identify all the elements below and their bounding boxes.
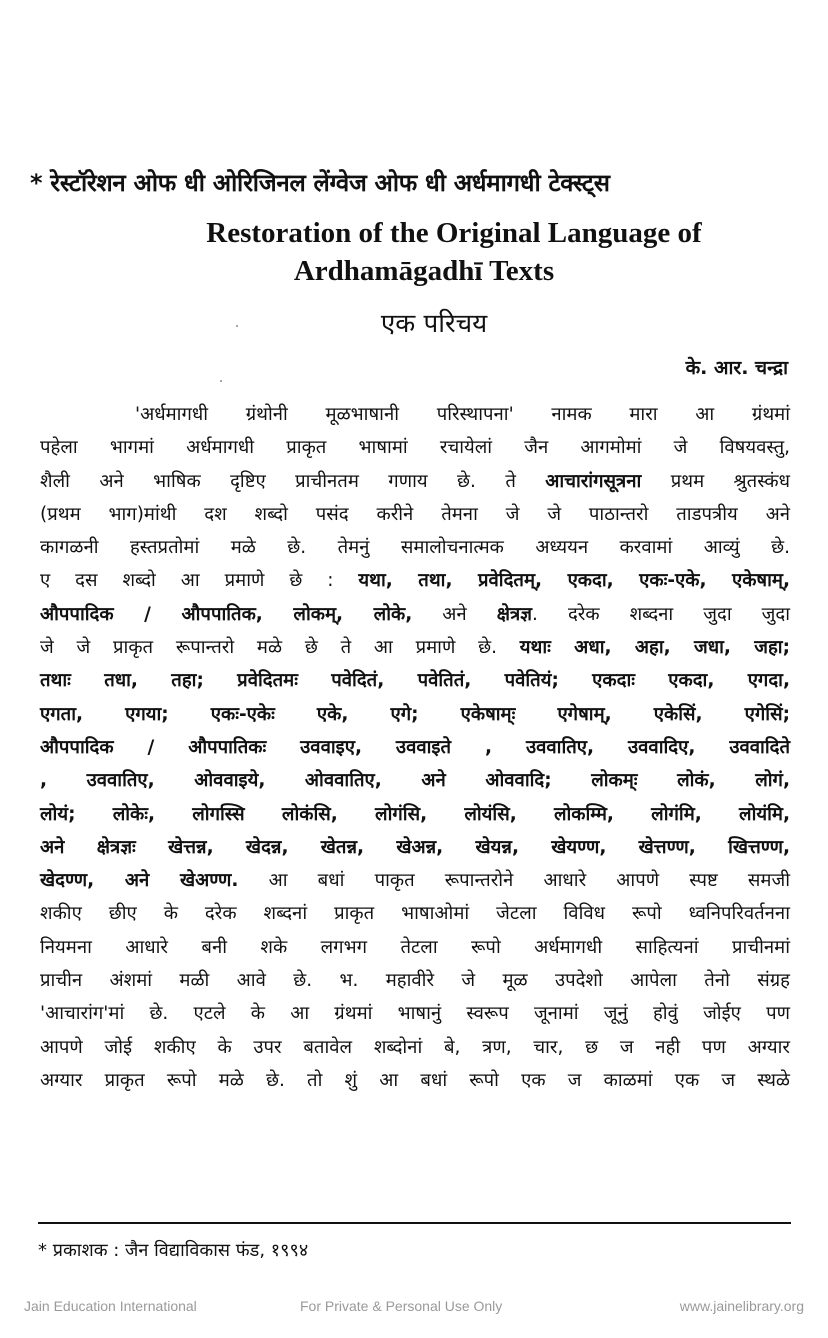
scan-speck xyxy=(220,380,222,382)
body-line xyxy=(40,498,790,531)
bold-text-segment: लोयं; लोकेः, लोगस्सि लोकंसि, लोगंसि, लोयंसि, लोकम्मि, लोगंमि, लोयंमि, xyxy=(40,803,790,825)
body-line xyxy=(40,531,790,564)
body-paragraph xyxy=(40,398,790,1097)
body-line xyxy=(40,931,790,964)
bold-text-segment: यथाः अधा, अहा, जधा, जहा; xyxy=(519,637,790,659)
body-line xyxy=(40,465,790,498)
body-line xyxy=(40,431,790,464)
body-line xyxy=(40,1064,790,1097)
text-segment: जे जे प्राकृत रूपान्तरो मळे छे ते आ प्रमाणे छे. xyxy=(40,637,520,659)
bold-text-segment: औपपादिक / औपपातिकः उववाइए, उववाइते , उववातिए, उववादिए, उववादिते xyxy=(40,736,790,758)
bold-text-segment: , उववातिए, ओववाइये, ओववातिए, अने ओववादि; लोकम्ः लोकं, लोगं, xyxy=(40,770,790,792)
text-segment: प्रथम श्रुतस्कंध xyxy=(641,470,790,492)
text-segment: प्राचीन अंशमां मळी आवे छे. भ. महावीरे जे मूळ उपदेशो आपेला तेनो संग्रह xyxy=(40,970,790,992)
body-line xyxy=(40,897,790,930)
bold-text-segment: अने क्षेत्रज्ञः खेत्तन्न, खेदन्न, खेतन्न, खेअन्न, खेयन्न, खेयण्ण, खेत्तण्ण, खित्तण्ण, xyxy=(40,836,790,858)
footer-website[interactable]: www.jainelibrary.org xyxy=(679,1298,804,1314)
body-line xyxy=(40,798,790,831)
text-segment: (प्रथम भाग)मांथी दश शब्दो पसंद करीने तेमना जे जे पाठान्तरो ताडपत्रीय अने xyxy=(40,503,790,525)
footnote: * प्रकाशक : जैन विद्याविकास फंड, १९९४ xyxy=(38,1240,309,1261)
text-segment: ए दस शब्दो आ प्रमाणे छे : xyxy=(40,570,359,592)
body-line xyxy=(40,598,790,631)
footer-publisher: Jain Education International xyxy=(24,1298,197,1314)
body-line xyxy=(40,698,790,731)
english-title-line-2: Ardhamāgadhī Texts xyxy=(293,255,555,287)
text-segment: शकीए छीए के दरेक शब्दनां प्राकृत भाषाओमां जेटला विविध रूपो ध्वनिपरिवर्तनना xyxy=(40,903,790,925)
bold-text-segment: औपपादिक / औपपातिक, लोकम्, लोके, xyxy=(40,603,413,625)
bold-text-segment: तथाः तधा, तहा; प्रवेदितमः पवेदितं, पवेतितं, पवेतियं; एकदाः एकदा, एगदा, xyxy=(40,670,790,692)
body-line xyxy=(40,831,790,864)
body-line xyxy=(40,564,790,597)
text-segment: आपणे जोई शकीए के उपर बतावेल शब्दोनां बे, त्रण, चार, छ ज नही पण अग्यार xyxy=(40,1036,790,1058)
body-line xyxy=(40,964,790,997)
bold-text-segment: खेदण्ण, अने खेअण्ण. xyxy=(40,870,239,892)
page-footer xyxy=(0,1298,828,1318)
text-segment: आ बधां पाकृत रूपान्तरोने आधारे आपणे स्पष्ट समजी xyxy=(238,870,791,892)
body-line xyxy=(40,864,790,897)
text-segment: पहेला भागमां अर्धमागधी प्राकृत भाषामां रचायेलां जैन आगमोमां जे विषयवस्तु, xyxy=(40,437,790,459)
text-segment: अने xyxy=(412,603,497,625)
body-line xyxy=(40,398,790,431)
bold-text-segment: यथा, तथा, प्रवेदितम्, एकदा, एकः-एके, एकेषाम्, xyxy=(358,570,790,592)
footer-usage-notice: For Private & Personal Use Only xyxy=(300,1298,503,1314)
text-segment: अग्यार प्राकृत रूपो मळे छे. तो शुं आ बधां रूपो एक ज काळमां एक ज स्थळे xyxy=(40,1069,790,1091)
english-title-line-1: Restoration of the Original Language of xyxy=(206,217,702,249)
author-name: के. आर. चन्द्रा xyxy=(685,357,788,379)
text-segment: 'आचारांग'मां छे. एटले के आ ग्रंथमां भाषानुं स्वरूप जूनामां जूनुं होवुं जोईए पण xyxy=(40,1003,790,1025)
bold-text-segment: एगता, एगया; एकः-एकेः एके, एगे; एकेषाम्ः एगेषाम्, एकेसिं, एगेसिं; xyxy=(40,703,790,725)
english-title xyxy=(0,214,828,290)
body-line xyxy=(40,664,790,697)
bold-text-segment: आचारांगसूत्रना xyxy=(545,470,642,492)
text-segment: . दरेक शब्दना जुदा जुदा xyxy=(532,603,790,625)
devanagari-title: * रेस्टॉरेशन ओफ धी ओरिजिनल लेंग्वेज ओफ धी अर्धमागधी टेक्स्ट्स xyxy=(30,169,610,197)
text-segment: 'अर्धमागधी ग्रंथोनी मूळभाषानी परिस्थापना' नामक मारा आ ग्रंथमां xyxy=(135,404,790,425)
body-line xyxy=(40,631,790,664)
text-segment: कागळनी हस्तप्रतोमां मळे छे. तेमनुं समालोचनात्मक अध्ययन करवामां आव्युं छे. xyxy=(40,537,790,559)
subtitle: एक परिचय xyxy=(380,309,488,339)
text-segment: नियमना आधारे बनी शके लगभग तेटला रूपो अर्धमागधी साहित्यनां प्राचीनमां xyxy=(40,936,790,958)
body-line xyxy=(40,731,790,764)
bold-text-segment: क्षेत्रज्ञ xyxy=(496,603,533,625)
text-segment: शैली अने भाषिक दृष्टिए प्राचीनतम गणाय छे. ते xyxy=(40,470,546,492)
body-line xyxy=(40,764,790,797)
body-line xyxy=(40,1031,790,1064)
footnote-divider xyxy=(38,1222,791,1224)
body-line xyxy=(40,997,790,1030)
